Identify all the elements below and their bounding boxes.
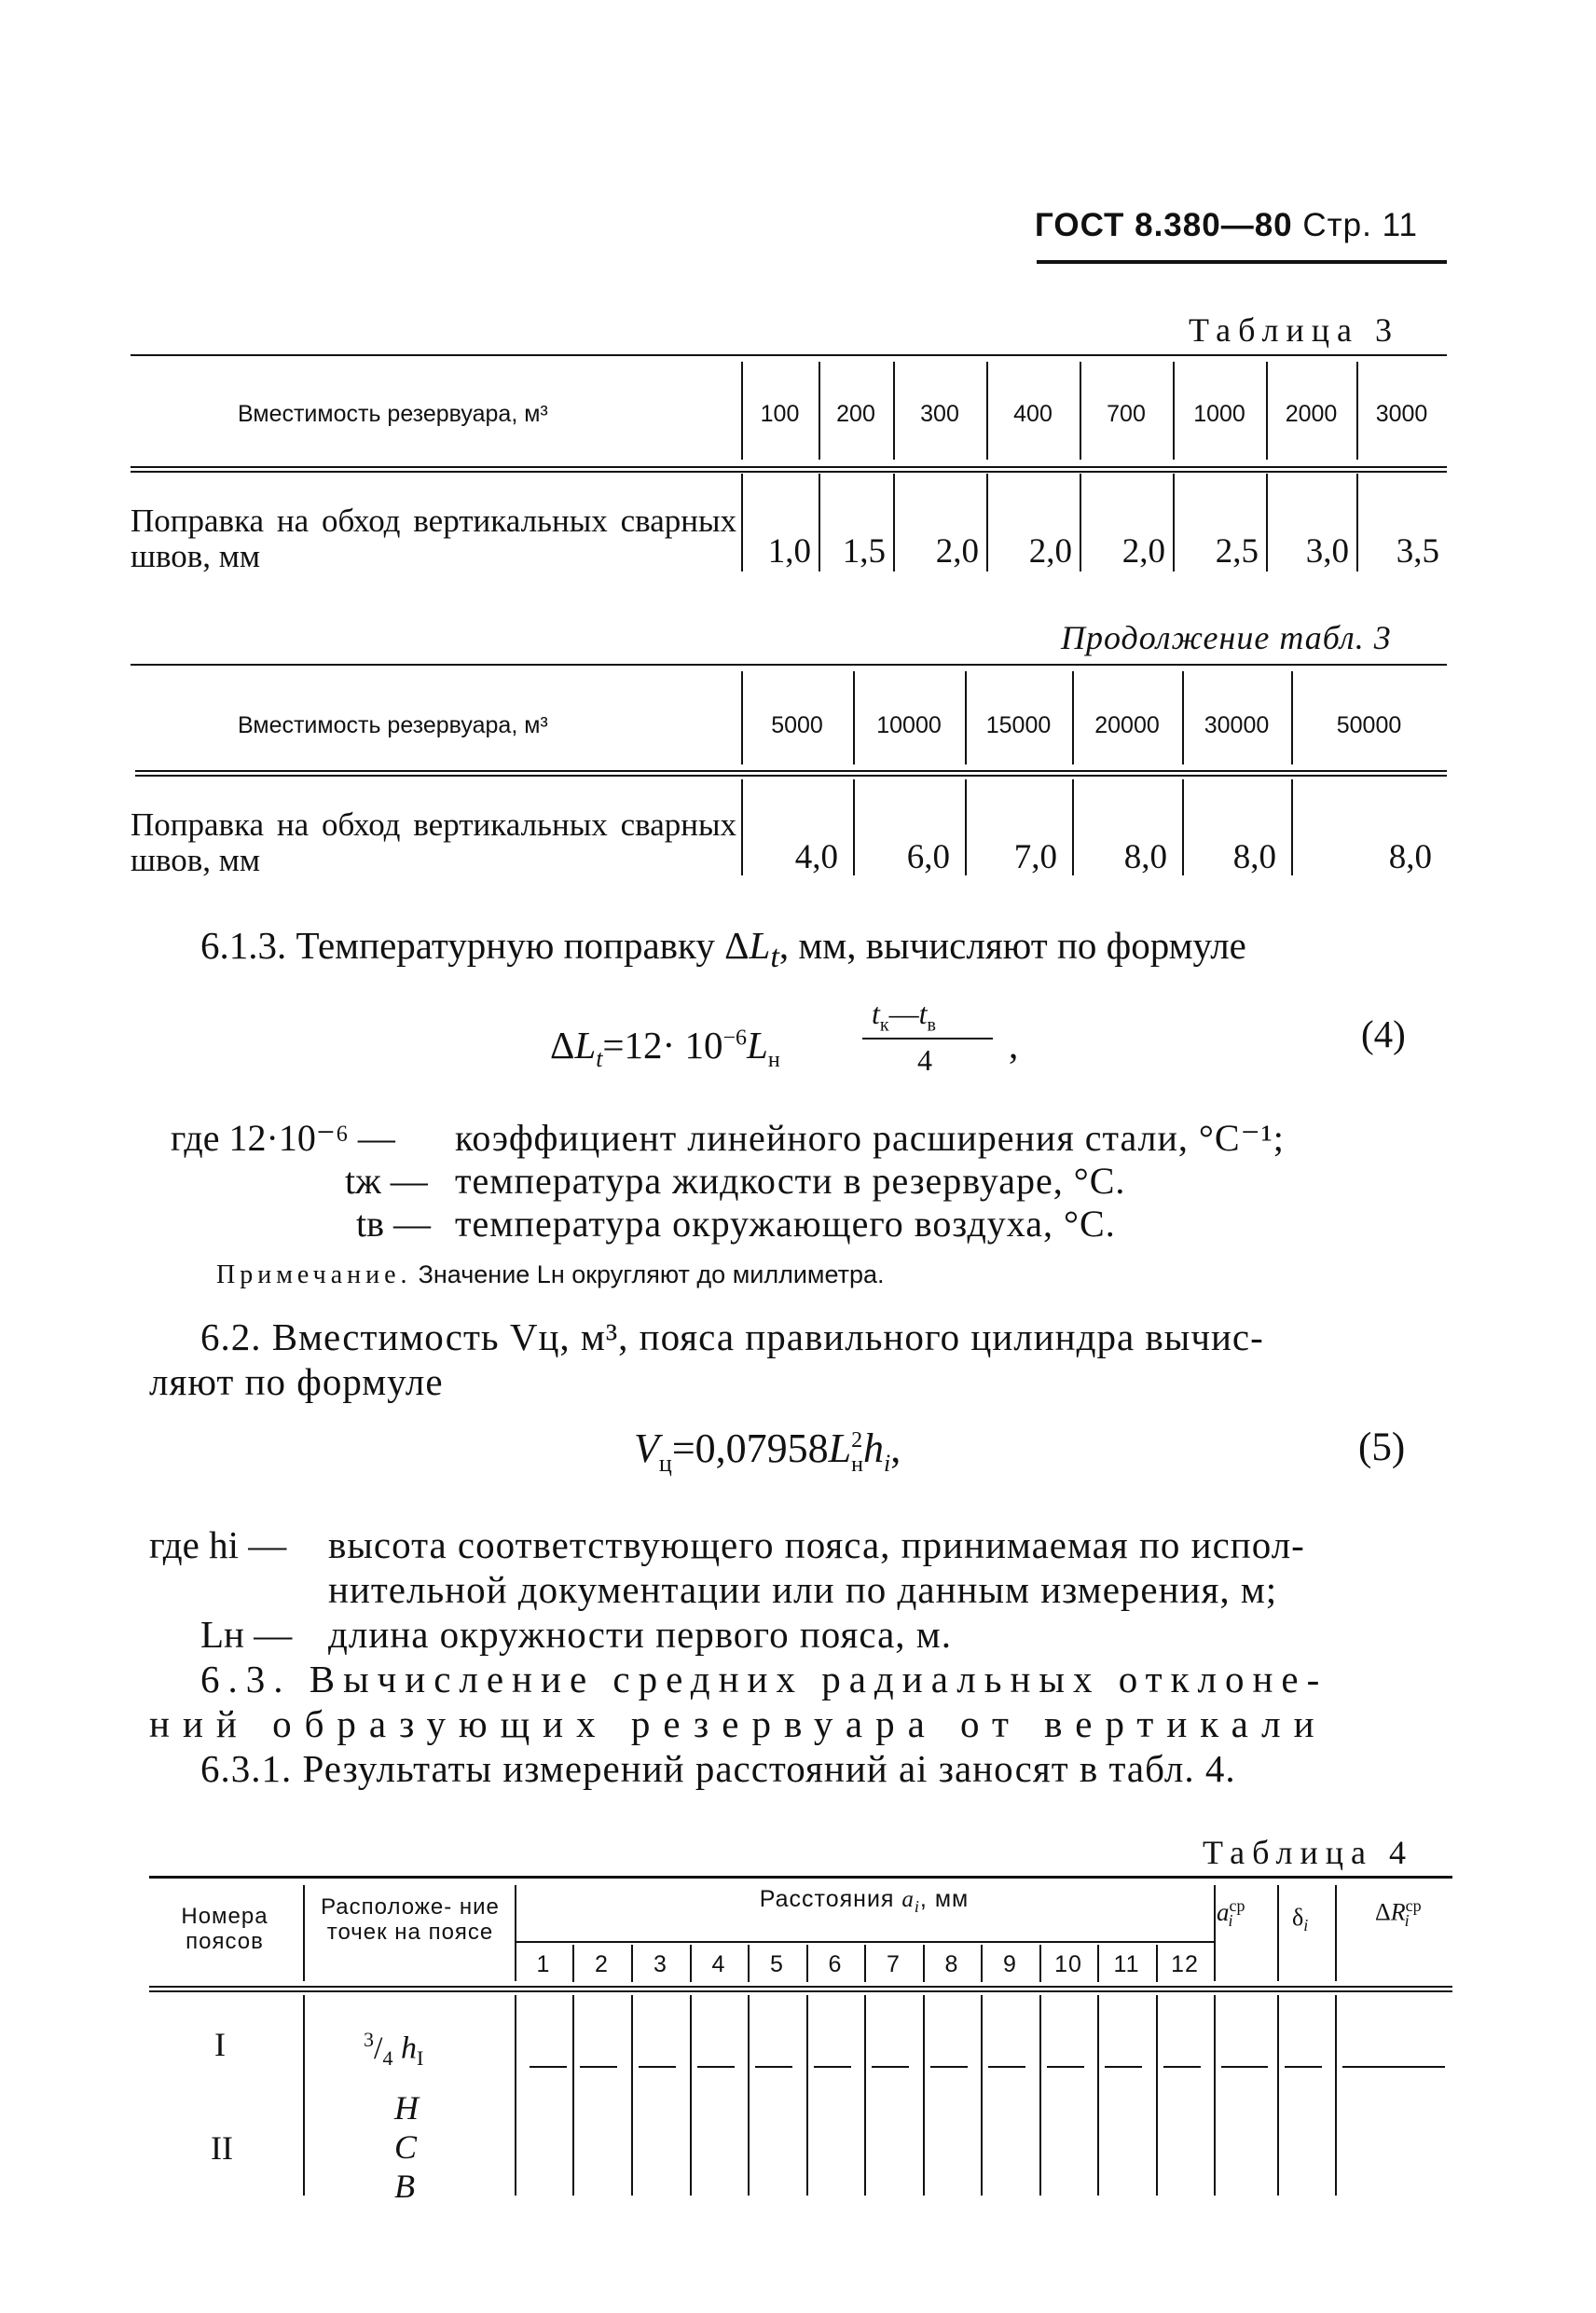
table4-pos-B: B [394, 2168, 415, 2205]
table3-correction-value: 2,0 [1121, 532, 1165, 571]
table3-cont-correction-value: 8,0 [1123, 838, 1167, 876]
where-desc-hi-a: высота соответствующего пояса, принимаемая по испол- [328, 1523, 1305, 1566]
table4-dist-col-number: 3 [654, 1951, 667, 1977]
table3-capacity-value: 100 [760, 401, 800, 427]
note [216, 1260, 885, 1290]
table4-subcol-divider [631, 1995, 633, 2196]
table4-col-delta: $\delta_i$ [1292, 1904, 1309, 1935]
table3-cont-caption: Продолжение табл. 3 [1061, 619, 1392, 656]
table3-capacity-value: 400 [1013, 401, 1053, 427]
table4-col-acp: $a^{ср}_i$ [1217, 1896, 1245, 1931]
page-number: Стр. 11 [1302, 207, 1418, 243]
where-desc-hi-b: нительной документации или по данным измерения, м; [328, 1568, 1278, 1611]
table4-empty-dash [1285, 2066, 1322, 2068]
table3-correction-value: 2,0 [1028, 532, 1072, 571]
table4-col-divider [303, 1885, 305, 1981]
table4-subcol-divider [981, 1995, 983, 2196]
table3-correction-label: Поправка на обход вертикальных сварных швов, мм [131, 503, 736, 574]
table3-capacity-value: 1000 [1193, 401, 1245, 427]
table3-capacity-value: 3000 [1375, 401, 1428, 427]
table3-cont-correction-value: 8,0 [1388, 838, 1432, 876]
table4-empty-dash [1047, 2066, 1084, 2068]
section-6-3-line1: 6.3. Вычисление средних радиальных отклоне- [200, 1658, 1328, 1700]
where-desc-ln: длина окружности первого пояса, м. [328, 1613, 952, 1656]
table4-dist-col-number: 9 [1003, 1951, 1017, 1977]
table4-dist-col-number: 12 [1171, 1951, 1199, 1977]
table4-caption: Таблица 4 [1203, 1834, 1413, 1871]
para-6-1-3: 6.1.3. Температурную поправку $\Delta L_t$, мм, вычисляют по формуле [200, 924, 1246, 975]
table4-dist-col-number: 5 [770, 1951, 784, 1977]
table3-cont-correction-label: Поправка на обход вертикальных сварных швов, мм [131, 806, 736, 878]
table3-correction-value: 1,5 [842, 532, 886, 571]
table4-col-divider [1277, 1995, 1279, 2196]
where-term-ln: Lн — [200, 1613, 293, 1656]
table4-empty-dash [872, 2066, 909, 2068]
table3-header-rule [131, 466, 1447, 473]
para-6-2-line2: ляют по формуле [149, 1360, 444, 1403]
table4-empty-dash [580, 2066, 617, 2068]
table4-col-divider [1214, 1885, 1216, 1981]
table4-col-divider [1335, 1995, 1337, 2196]
table3-correction-value: 3,5 [1396, 532, 1439, 571]
page-header [1035, 207, 1418, 244]
table4-subcol-divider [748, 1995, 750, 2196]
table3-top-rule [131, 354, 1447, 356]
table3-cont-correction-value: 7,0 [1013, 838, 1057, 876]
table3-capacity-value: 700 [1107, 401, 1146, 427]
table4-empty-dash [988, 2066, 1025, 2068]
table4-header-rule [149, 1986, 1452, 1992]
gost-number: ГОСТ 8.380—80 [1035, 207, 1293, 243]
section-6-3-line2: ний образующих резервуара от вертикали [149, 1702, 1328, 1745]
table4-col-divider [1277, 1885, 1279, 1981]
table3-cont-correction-value: 4,0 [794, 838, 838, 876]
table4-col-dr: $\Delta R^{ср}_i$ [1375, 1896, 1422, 1930]
where-term-hi: где hi — [149, 1523, 287, 1566]
table3-cont-capacity-value: 15000 [985, 712, 1052, 738]
table3-capacity-label: Вместимость резервуара, м³ [238, 401, 548, 427]
table4-subcol-divider [1156, 1995, 1158, 2196]
table3-caption: Таблица 3 [1189, 311, 1399, 349]
table4-empty-dash [639, 2066, 676, 2068]
table4-empty-dash [755, 2066, 792, 2068]
table4-dist-col-number: 2 [595, 1951, 609, 1977]
table4-empty-dash [697, 2066, 735, 2068]
table3-cont-correction-value: 6,0 [906, 838, 950, 876]
table3-capacity-value: 200 [836, 401, 875, 427]
table4-col-divider [1335, 1885, 1337, 1981]
note-label: Примечание. [216, 1260, 412, 1289]
table4-col-divider [1214, 1995, 1216, 2196]
formula-5: $V_ц=0,07958L^2_нh_i$, [634, 1425, 901, 1477]
table4-subcol-divider [806, 1995, 808, 2196]
table4-dist-col-number: 8 [944, 1951, 959, 1977]
table3-cont-capacity-value: 50000 [1336, 712, 1402, 738]
where-desc-tzh: температура жидкости в резервуаре, °С. [455, 1160, 1126, 1202]
table4-pos-C: C [394, 2128, 418, 2166]
table4-subcol-divider [1039, 1995, 1041, 2196]
table4-col-dist: Расстояния $a_i$, мм [759, 1886, 970, 1916]
note-text: Значение Lн округляют до миллиметра. [418, 1260, 885, 1288]
formula-4-number: (4) [1361, 1012, 1406, 1055]
table3-cont-capacity-value: 10000 [876, 712, 942, 738]
where-desc-coef: коэффициент линейного расширения стали, °С⁻¹; [455, 1117, 1285, 1159]
header-rule [1037, 260, 1447, 264]
table4-subcol-divider [690, 1995, 692, 2196]
table4-dist-col-number: 11 [1113, 1951, 1140, 1977]
table3-cont-header-rule [135, 770, 1447, 777]
table3-cont-capacity-label: Вместимость резервуара, м³ [238, 712, 548, 738]
table4-belt-II: II [211, 2129, 233, 2167]
table3-correction-value: 1,0 [767, 532, 811, 571]
table4-subheader-rule [515, 1941, 1214, 1943]
table3-capacity-value: 300 [920, 401, 959, 427]
table3-cont-capacity-value: 20000 [1094, 712, 1160, 738]
table4-col-pos: Расположе- ние точек на поясе [321, 1894, 500, 1945]
table4-subcol-divider [923, 1995, 925, 2196]
table4-dist-col-number: 1 [536, 1951, 551, 1977]
table4-belt-I: I [214, 2026, 226, 2063]
table4-empty-dash [1342, 2066, 1445, 2068]
table4-col-belt: Номера поясов [181, 1904, 268, 1954]
table4-dist-col-number: 4 [711, 1951, 726, 1977]
table4-empty-dash [814, 2066, 851, 2068]
table4-pos-I: $^3/_4$ $h_I$ [364, 2028, 424, 2071]
table3-cont-capacity-value: 5000 [771, 712, 823, 738]
table4-col-divider [303, 1995, 305, 2196]
table4-dist-col-number: 6 [828, 1951, 843, 1977]
table4-empty-dash [930, 2066, 968, 2068]
table3-cont-capacity-value: 30000 [1204, 712, 1270, 738]
table3-correction-value: 2,0 [935, 532, 979, 571]
table4-empty-dash [1163, 2066, 1201, 2068]
table3-capacity-value: 2000 [1285, 401, 1338, 427]
table4-pos-H: H [394, 2089, 419, 2127]
table4-top-rule [149, 1876, 1452, 1879]
table4-empty-dash [1221, 2066, 1268, 2068]
table3-correction-value: 2,5 [1215, 532, 1259, 571]
table4-col-divider [515, 1995, 516, 2196]
table3-cont-correction-value: 8,0 [1232, 838, 1276, 876]
para-6-2-line1: 6.2. Вместимость Vц, м³, пояса правильного цилиндра вычис- [200, 1315, 1264, 1358]
where-term-tzh: tж — [345, 1160, 428, 1202]
formula-5-number: (5) [1358, 1425, 1406, 1469]
where-term-coef: где 12·10⁻⁶ — [171, 1117, 395, 1159]
where-desc-tv: температура окружающего воздуха, °С. [455, 1203, 1116, 1245]
table4-empty-dash [530, 2066, 567, 2068]
table4-empty-dash [1105, 2066, 1142, 2068]
table4-subcol-divider [864, 1995, 866, 2196]
table3-cont-top-rule [131, 664, 1447, 666]
table4-dist-col-number: 10 [1054, 1951, 1082, 1977]
table4-subcol-divider [1097, 1995, 1099, 2196]
table3-correction-value: 3,0 [1305, 532, 1349, 571]
table4-dist-col-number: 7 [887, 1951, 901, 1977]
where-term-tv: tв — [356, 1203, 431, 1245]
table4-subcol-divider [572, 1995, 574, 2196]
para-6-3-1: 6.3.1. Результаты измерений расстояний ai заносят в табл. 4. [200, 1747, 1236, 1790]
